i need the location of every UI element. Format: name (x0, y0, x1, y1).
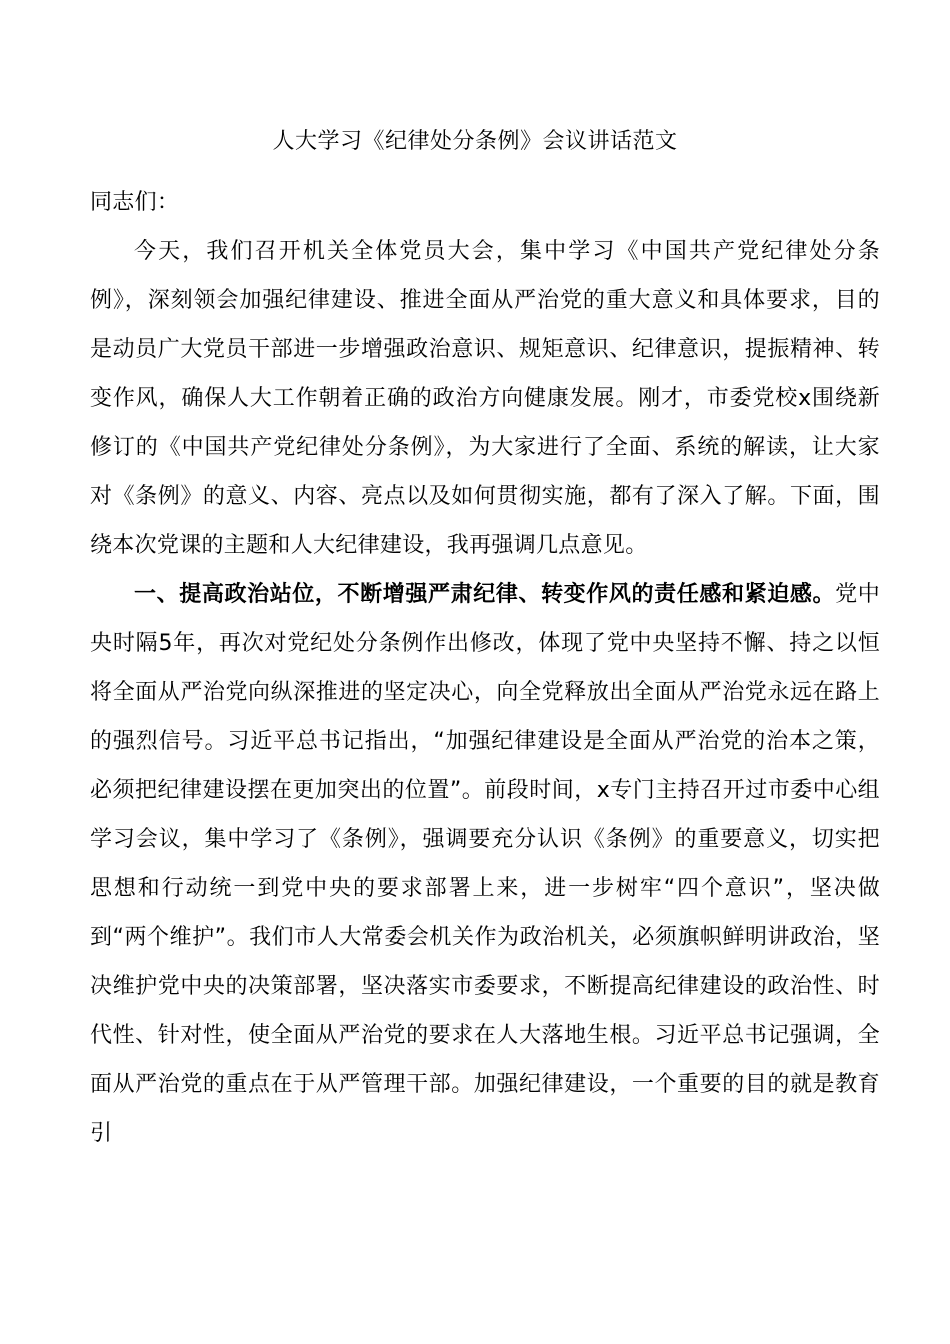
paragraph-intro-text: 今天，我们召开机关全体党员大会，集中学习《中国共产党纪律处分条例》，深刻领会加强纪律建设、推进全面从严治党的重大意义和具体要求，目的是动员广大党员干部进一步增强政治意识、规矩意识、纪律意识，提振精神、转变作风，确保人大工作朝着正确的政治方向健康发展。刚才，市委党校x围绕新修订的《中国共产党纪律处分条例》，为大家进行了全面、系统的解读，让大家对《条例》的意义、内容、亮点以及如何贯彻实施，都有了深入了解。下面，围绕本次党课的主题和人大纪律建设，我再强调几点意见。 (90, 239, 880, 558)
section-one-heading: 一、提高政治站位，不断增强严肃纪律、转变作风的责任感和紧迫感。 (134, 582, 836, 607)
salutation: 同志们： (90, 190, 180, 215)
paragraph-section-one (90, 570, 880, 1158)
document-body (90, 178, 880, 1158)
section-one-text: 党中央时隔5年，再次对党纪处分条例作出修改，体现了党中央坚持不懈、持之以恒将全面从严治党向纵深推进的坚定决心，向全党释放出全面从严治党永远在路上的强烈信号。习近平总书记指出，“加强纪律建设是全面从严治党的治本之策，必须把纪律建设摆在更加突出的位置”。前段时间，x专门主持召开过市委中心组学习会议，集中学习了《条例》，强调要充分认识《条例》的重要意义，切实把思想和行动统一到党中央的要求部署上来，进一步树牢“四个意识”，坚决做到“两个维护”。我们市人大常委会机关作为政治机关，必须旗帜鲜明讲政治，坚决维护党中央的决策部署，坚决落实市委要求，不断提高纪律建设的政治性、时代性、针对性，使全面从严治党的要求在人大落地生根。习近平总书记强调，全面从严治党的重点在于从严管理干部。加强纪律建设，一个重要的目的就是教育引 (90, 582, 880, 1146)
paragraph-intro (90, 227, 880, 570)
document-title: 人大学习《纪律处分条例》会议讲话范文 (272, 129, 678, 154)
